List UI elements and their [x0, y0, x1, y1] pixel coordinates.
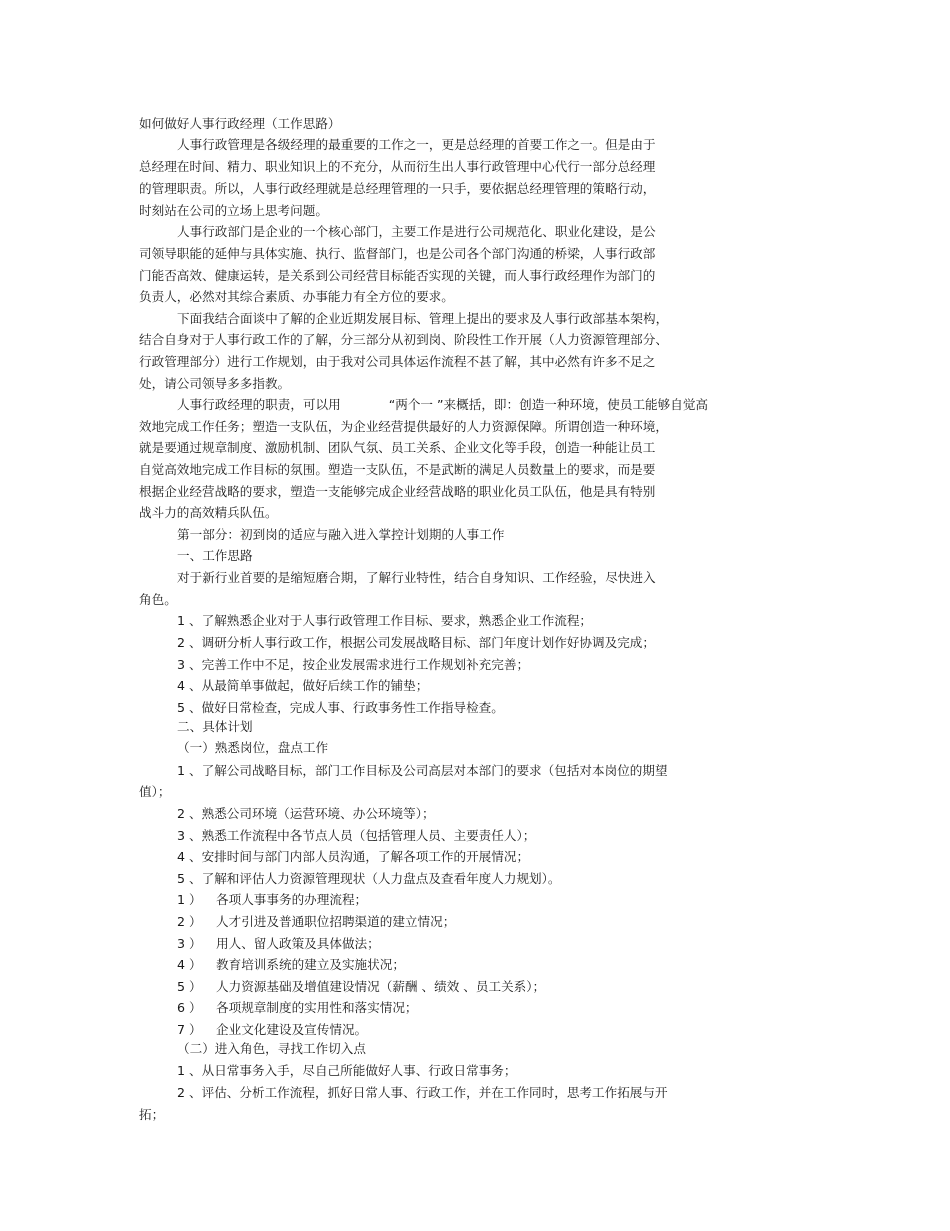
- list-item: 1 、从日常事务入手，尽自己所能做好人事、行政日常事务；: [177, 1063, 517, 1078]
- sub-list-item: [177, 1022, 367, 1038]
- paragraph-line: 总经理在时间、精力、职业知识上的不充分，从而衍生出人事行政管理中心代行一部分总经理: [139, 159, 656, 174]
- paragraph-line: 门能否高效、健康运转，是关系到公司经营目标能否实现的关键，而人事行政经理作为部门的: [139, 268, 656, 283]
- sub-list-number: 5 ）: [177, 979, 202, 994]
- paragraph-line: 司领导职能的延伸与具体实施、执行、监督部门，也是公司各个部门沟通的桥梁，人事行政部: [139, 246, 656, 261]
- list-item: 3 、熟悉工作流程中各节点人员（包括管理人员、主要责任人）；: [177, 828, 536, 843]
- paragraph-line: 处，请公司领导多多指教。: [139, 376, 291, 391]
- paragraph-line: 的管理职责。所以，人事行政经理就是总经理管理的一只手，要依据总经理管理的策略行动，: [139, 181, 656, 196]
- sub-list-item: [177, 979, 545, 995]
- sub-list-item: [177, 936, 380, 952]
- paragraph-line: 效地完成工作任务；塑造一支队伍，为企业经营提供最好的人力资源保障。所谓创造一种环境，: [139, 419, 668, 434]
- sub-list-text: 各项规章制度的实用性和落实情况；: [216, 1000, 418, 1015]
- paragraph-line: 行政管理部分）进行工作规划，由于我对公司具体运作流程不甚了解，其中必然有许多不足之: [139, 354, 656, 369]
- list-item: 1 、了解熟悉企业对于人事行政管理工作目标、要求，熟悉企业工作流程；: [177, 613, 593, 628]
- list-item: 2 、评估、分析工作流程，抓好日常人事、行政工作，并在工作同时，思考工作拓展与开: [177, 1085, 668, 1100]
- sub-list-item: [177, 914, 455, 930]
- sub-list-number: 6 ）: [177, 1000, 202, 1015]
- list-item: 2 、调研分析人事行政工作，根据公司发展战略目标、部门年度计划作好协调及完成；: [177, 635, 655, 650]
- list-item: 4 、从最简单事做起，做好后续工作的铺垫；: [177, 678, 429, 693]
- paragraph-line: 人事行政管理是各级经理的最重要的工作之一，更是总经理的首要工作之一。但是由于: [177, 137, 656, 152]
- sub-list-item: [177, 957, 405, 973]
- sub-list-text: 教育培训系统的建立及实施状况；: [216, 957, 405, 972]
- sub-list-item: [177, 892, 367, 908]
- paragraph-line: 战斗力的高效精兵队伍。: [139, 505, 278, 520]
- list-item: 5 、做好日常检查，完成人事、行政事务性工作指导检查。: [177, 700, 504, 715]
- paragraph-line: [177, 397, 708, 413]
- document-title: 如何做好人事行政经理（工作思路）: [139, 116, 341, 131]
- paragraph-line: 根据企业经营战略的要求，塑造一支能够完成企业经营战略的职业化员工队伍，他是具有特别: [139, 484, 656, 499]
- sub-list-number: 3 ）: [177, 936, 202, 951]
- section-heading: 一、工作思路: [177, 548, 253, 563]
- subsection-heading: （一）熟悉岗位，盘点工作: [177, 740, 329, 755]
- list-item: 5 、了解和评估人力资源管理现状（人力盘点及查看年度人力规划）。: [177, 871, 561, 886]
- section-heading: 二、具体计划: [177, 719, 253, 734]
- sub-list-number: 1 ）: [177, 892, 202, 907]
- list-item: 2 、熟悉公司环境（运营环境、办公环境等）；: [177, 806, 435, 821]
- paragraph-line: 角色。: [139, 592, 177, 607]
- list-item-continuation: 拓；: [139, 1107, 165, 1122]
- list-item-continuation: 值）；: [139, 784, 171, 799]
- paragraph-line: 自觉高效地完成工作目标的氛围。塑造一支队伍，不是武断的满足人员数量上的要求，而是要: [139, 462, 656, 477]
- paragraph-line: 对于新行业首要的是缩短磨合期，了解行业特性，结合自身知识、工作经验，尽快进入: [177, 570, 656, 585]
- paragraph-line: 人事行政部门是企业的一个核心部门，主要工作是进行公司规范化、职业化建设，是公: [177, 224, 656, 239]
- paragraph-line: 结合自身对于人事行政工作的了解，分三部分从初到岗、阶段性工作开展（人力资源管理部分、: [139, 332, 668, 347]
- paragraph-text: 人事行政经理的职责，可以用: [177, 397, 341, 412]
- sub-list-text: 企业文化建设及宣传情况。: [216, 1022, 368, 1037]
- sub-list-text: 用人、留人政策及具体做法；: [216, 936, 380, 951]
- sub-list-item: [177, 1000, 418, 1016]
- paragraph-line: 就是要通过规章制度、激励机制、团队气氛、员工关系、企业文化等手段，创造一种能让员工: [139, 440, 656, 455]
- paragraph-line: 负责人，必然对其综合素质、办事能力有全方位的要求。: [139, 289, 454, 304]
- list-item: 4 、安排时间与部门内部人员沟通，了解各项工作的开展情况；: [177, 849, 530, 864]
- part-heading: 第一部分：初到岗的适应与融入进入掌控计划期的人事工作: [177, 527, 505, 542]
- sub-list-text: 人力资源基础及增值建设情况（薪酬 、绩效 、员工关系）；: [216, 979, 546, 994]
- sub-list-text: 人才引进及普通职位招聘渠道的建立情况；: [216, 914, 456, 929]
- paragraph-text: “两个一 ”来概括，即：创造一种环境，使员工能够自觉高: [388, 397, 709, 412]
- subsection-heading: （二）进入角色，寻找工作切入点: [177, 1041, 366, 1056]
- sub-list-number: 4 ）: [177, 957, 202, 972]
- paragraph-line: 时刻站在公司的立场上思考问题。: [139, 203, 328, 218]
- sub-list-text: 各项人事事务的办理流程；: [216, 892, 368, 907]
- sub-list-number: 2 ）: [177, 914, 202, 929]
- paragraph-line: 下面我结合面谈中了解的企业近期发展目标、管理上提出的要求及人事行政部基本架构，: [177, 311, 669, 326]
- sub-list-number: 7 ）: [177, 1022, 202, 1037]
- list-item: 3 、完善工作中不足，按企业发展需求进行工作规划补充完善；: [177, 657, 530, 672]
- list-item: 1 、了解公司战略目标，部门工作目标及公司高层对本部门的要求（包括对本岗位的期望: [177, 763, 668, 778]
